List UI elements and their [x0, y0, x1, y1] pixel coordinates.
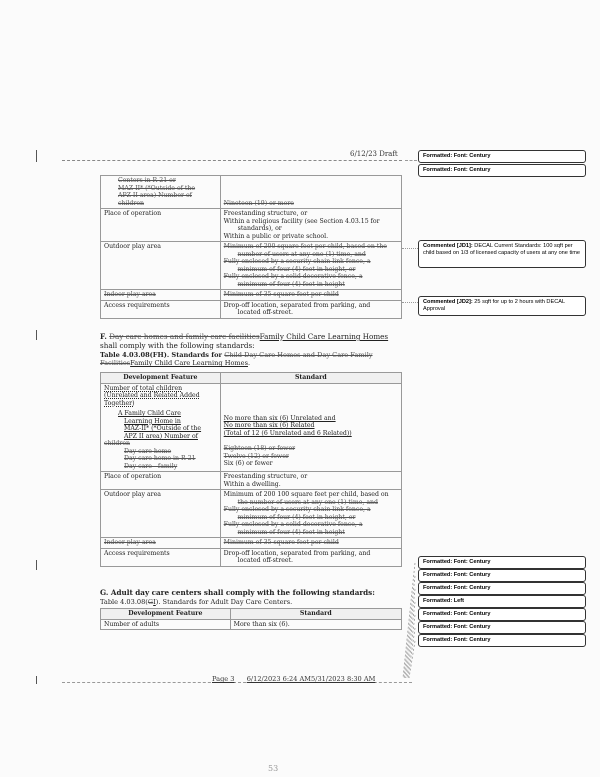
deleted-text: Child Day Care Homes and Day Care Family Facilities — [100, 351, 373, 367]
section-g-heading — [100, 588, 400, 597]
table-cell — [220, 548, 401, 566]
footer-date: 6/12/2023 6:24 AM5/31/2023 8:30 AM — [246, 675, 376, 683]
cell-line: minimum of four (4) feet in height, or — [237, 265, 356, 273]
format-balloon[interactable] — [418, 556, 586, 569]
comment-text: 25 sqft for up to 2 hours with DECAL Approval — [423, 299, 565, 312]
header-rule — [62, 160, 402, 161]
table-cell — [220, 472, 401, 490]
page-number: 53 — [268, 764, 279, 773]
cell-line: Day care home — [124, 447, 172, 455]
cell-line: Six (6) or fewer — [223, 460, 273, 467]
cell-line: Within a public or private school. — [223, 232, 329, 240]
cell-line: Drop-off location, separated from parking, and — [223, 549, 371, 557]
cell-line: MAZ-II* (*Outside of the — [118, 184, 196, 192]
inserted-text: Family Child Care Learning Homes — [259, 332, 389, 341]
table-cell: Access requirements — [101, 548, 221, 566]
change-bar — [36, 676, 37, 684]
table-cell: More than six (6). — [230, 619, 401, 630]
cell-line: MAZ-II* (*Outside of the — [124, 425, 202, 432]
table-row — [101, 472, 402, 490]
table-row — [101, 242, 402, 290]
caption-suffix: ). Standards for Adult Day Care Centers. — [155, 598, 293, 606]
table-cell: Indoor play area — [101, 290, 221, 301]
table-row — [101, 538, 402, 549]
draft-date: 6/12/23 Draft — [350, 150, 398, 158]
section-f-heading — [100, 332, 400, 350]
adult-care-standards-table — [100, 608, 402, 630]
table-cell: Number of adults — [101, 619, 231, 630]
balloon-text: Formatted: Font: Century — [423, 572, 491, 578]
table-cell: Indoor play area — [101, 538, 221, 549]
table-cell — [101, 383, 221, 472]
cell-line: Together) — [104, 399, 135, 407]
change-bar — [36, 150, 37, 162]
table-row — [101, 290, 402, 301]
cell-line: Within a dwelling. — [223, 480, 281, 488]
table-header-row — [101, 373, 402, 384]
column-header: Development Feature — [101, 609, 231, 620]
table-cell — [220, 300, 401, 318]
cell-line: located off-street. — [237, 309, 293, 316]
comment-connector — [402, 248, 418, 249]
format-balloon[interactable] — [418, 634, 586, 647]
comment-label: Commented [JD2]: — [423, 299, 473, 305]
table-cell — [101, 176, 221, 209]
cell-line: No more than six (6) Unrelated and — [223, 414, 336, 422]
table-f-caption — [100, 351, 400, 367]
comment-balloon[interactable] — [418, 240, 586, 268]
cell-line: Learning Home in — [124, 417, 181, 425]
cell-line: Fully enclosed by a security chain link fence, a — [223, 506, 371, 513]
balloon-text: Formatted: Font: Century — [423, 637, 491, 643]
column-header: Standard — [230, 609, 401, 620]
cell-line: minimum of four (4) feet in height, or — [237, 513, 356, 521]
cell-line: number of users at any one (1) time, and — [237, 250, 366, 258]
format-balloon[interactable] — [418, 150, 586, 163]
cell-line: Day care - family — [124, 462, 178, 470]
cell-line: children — [104, 440, 130, 447]
format-balloon[interactable] — [418, 595, 586, 608]
table-cell — [220, 383, 401, 472]
table-cell: Outdoor play area — [101, 242, 221, 290]
page-footer — [212, 675, 375, 683]
table-g-caption — [100, 598, 400, 606]
format-balloon[interactable] — [418, 621, 586, 634]
balloon-text: Formatted: Font: Century — [423, 624, 491, 630]
comment-connector — [402, 302, 418, 303]
cell-line: located off-street. — [237, 557, 293, 564]
change-bar — [36, 330, 37, 340]
cell-line: Fully enclosed by a solid decorative fence, a — [223, 273, 363, 280]
table-row — [101, 176, 402, 209]
family-care-standards-table — [100, 372, 402, 567]
format-balloon[interactable] — [418, 569, 586, 582]
cell-line: Drop-off location, separated from parking, and — [223, 301, 371, 309]
cell-line: No more than six (6) Related — [223, 422, 315, 429]
caption-prefix: Table 4.03.08(FH). Standards for — [100, 351, 225, 359]
table-cell: Minimum of 35 square feet per child — [220, 538, 401, 549]
cell-line: Fully enclosed by a solid decorative fence, a — [223, 521, 363, 528]
margin-rule — [405, 160, 417, 161]
cell-line: Freestanding structure, or — [223, 473, 308, 480]
balloon-connectors — [395, 560, 419, 685]
cell-line: A Family Child Care — [118, 410, 181, 417]
table-row — [101, 209, 402, 242]
cell-line: Nineteen (19) or more — [223, 199, 294, 207]
cell-line: Centers in R-21 or — [118, 177, 176, 184]
cell-line: minimum of four (4) feet in height — [237, 528, 345, 536]
balloon-text: Formatted: Font: Century — [423, 167, 491, 173]
cell-line: Fully enclosed by a security chain link fence, a — [223, 258, 371, 265]
cell-line: standards), or — [237, 225, 282, 232]
comment-balloon[interactable] — [418, 296, 586, 316]
table-cell: Minimum of 35 square feet per child — [220, 290, 401, 301]
section-text: shall comply with the following standards: — [100, 341, 255, 350]
comment-label: Commented [JD1]: — [423, 243, 473, 249]
table-cell — [220, 176, 401, 209]
table-row — [101, 619, 402, 630]
cell-line: APZ II area) Number of children — [118, 192, 192, 207]
table-row — [101, 300, 402, 318]
table-header-row — [101, 609, 402, 620]
table-row — [101, 490, 402, 538]
deleted-text: G — [147, 598, 154, 606]
inserted-text: I — [153, 598, 156, 606]
table-cell: Place of operation — [101, 472, 221, 490]
balloon-text: Formatted: Font: Century — [423, 585, 491, 591]
section-text: G. Adult day care centers shall comply with the following standards: — [100, 588, 375, 597]
section-label: F. — [100, 332, 107, 341]
cell-line: Minimum of 200 square feet per child, based on the — [223, 243, 387, 250]
format-balloon[interactable] — [418, 164, 586, 177]
caption-prefix: Table 4.03.08( — [100, 598, 148, 606]
cell-line: (Total of 12 (6 Unrelated and 6 Related)) — [223, 429, 352, 437]
cell-line: (Unrelated and Related Added — [104, 392, 200, 399]
format-balloon[interactable] — [418, 582, 586, 595]
cell-line: APZ II area) Number of — [124, 432, 198, 440]
cell-line: Day care home in R-21 — [124, 455, 196, 462]
cell-line: Within a religious facility (see Section 4.03.15 for — [223, 217, 380, 225]
column-header: Development Feature — [101, 373, 221, 384]
deleted-text: Day care homes and family care facilities — [109, 332, 260, 341]
cell-line: Minimum of 200 100 square feet per child, based on — [223, 491, 389, 498]
balloon-text: Formatted: Left — [423, 598, 465, 604]
cell-line: minimum of four (4) feet in height — [237, 280, 345, 288]
caption-suffix: . — [247, 359, 251, 367]
footer-page: Page 3 — [212, 675, 235, 683]
balloon-text: Formatted: Font: Century — [423, 153, 491, 159]
table-cell: Place of operation — [101, 209, 221, 242]
cell-line: Number of total children — [104, 384, 183, 392]
balloon-text: Formatted: Font: Century — [423, 559, 491, 565]
table-cell — [220, 242, 401, 290]
cell-line: Freestanding structure, or — [223, 210, 308, 217]
table-row — [101, 548, 402, 566]
table-cell: Outdoor play area — [101, 490, 221, 538]
table-cell — [220, 209, 401, 242]
format-balloon[interactable] — [418, 608, 586, 621]
balloon-text: Formatted: Font: Century — [423, 611, 491, 617]
cell-line: Twelve (12) or fewer — [223, 452, 289, 460]
change-bar — [36, 560, 37, 570]
centers-standards-table — [100, 175, 402, 319]
inserted-text: Family Child Care Learning Homes — [130, 359, 248, 367]
comment-text: DECAL Current Standards: 100 sqft per child based on 1/3 of licensed capacity of users at any one time — [423, 243, 581, 256]
table-cell — [220, 490, 401, 538]
column-header: Standard — [220, 373, 401, 384]
table-cell: Access requirements — [101, 300, 221, 318]
cell-line: the number of users at any one (1) time, and — [237, 498, 378, 506]
table-row — [101, 383, 402, 472]
cell-line: Eighteen (18) or fewer — [223, 445, 296, 452]
